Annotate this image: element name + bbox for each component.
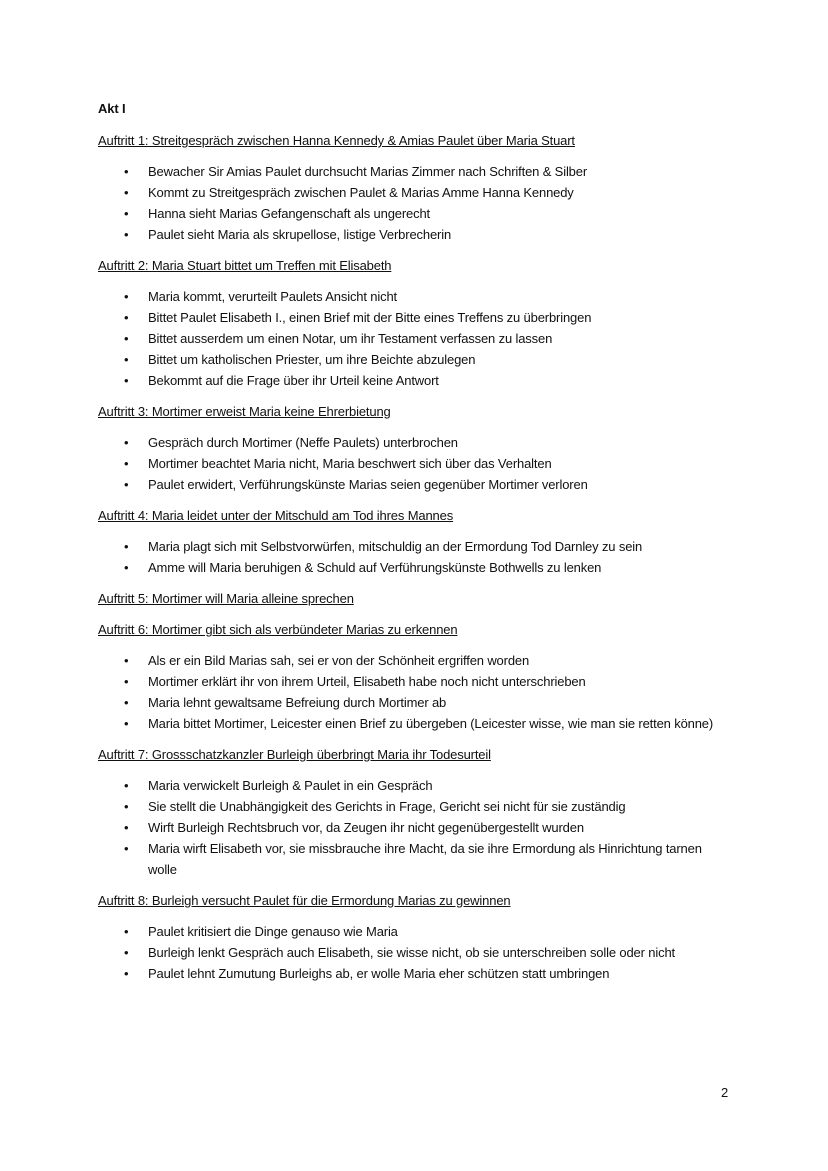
list-item xyxy=(98,817,730,838)
list-item-text: Kommt zu Streitgespräch zwischen Paulet & Marias Amme Hanna Kennedy xyxy=(148,185,574,200)
bullet-icon: • xyxy=(124,924,129,939)
bullet-list xyxy=(98,650,738,734)
bullet-icon: • xyxy=(124,227,129,242)
bullet-icon: • xyxy=(124,331,129,346)
list-item-text: Bekommt auf die Frage über ihr Urteil keine Antwort xyxy=(148,373,439,388)
list-item-text: Maria plagt sich mit Selbstvorwürfen, mitschuldig an der Ermordung Tod Darnley zu sein xyxy=(148,539,643,554)
list-item-text: Bittet um katholischen Priester, um ihre Beichte abzulegen xyxy=(148,352,476,367)
scene-section xyxy=(98,744,738,880)
list-item-text: Amme will Maria beruhigen & Schuld auf Verführungskünste Bothwells zu lenken xyxy=(148,560,602,575)
list-item-text: Maria lehnt gewaltsame Befreiung durch Mortimer ab xyxy=(148,695,447,710)
list-item xyxy=(98,307,730,328)
list-item-text: Mortimer beachtet Maria nicht, Maria beschwert sich über das Verhalten xyxy=(148,456,552,471)
list-item xyxy=(98,161,730,182)
list-item-text: Bittet ausserdem um einen Notar, um ihr Testament verfassen zu lassen xyxy=(148,331,553,346)
scene-heading: Auftritt 1: Streitgespräch zwischen Hanna Kennedy & Amias Paulet über Maria Stuart xyxy=(98,133,575,148)
scene-heading: Auftritt 3: Mortimer erweist Maria keine Ehrerbietung xyxy=(98,404,391,419)
scene-heading: Auftritt 6: Mortimer gibt sich als verbündeter Marias zu erkennen xyxy=(98,622,458,637)
list-item-text: Maria verwickelt Burleigh & Paulet in ein Gespräch xyxy=(148,778,433,793)
list-item-text: Als er ein Bild Marias sah, sei er von der Schönheit ergriffen worden xyxy=(148,653,530,668)
bullet-icon: • xyxy=(124,945,129,960)
scene-heading: Auftritt 4: Maria leidet unter der Mitschuld am Tod ihres Mannes xyxy=(98,508,454,523)
list-item xyxy=(98,182,730,203)
bullet-icon: • xyxy=(124,716,129,731)
bullet-icon: • xyxy=(124,456,129,471)
bullet-icon: • xyxy=(124,185,129,200)
list-item-text: Maria wirft Elisabeth vor, sie missbrauche ihre Macht, da sie ihre Ermordung als Hinrichtung tarnen wolle xyxy=(148,841,702,877)
bullet-icon: • xyxy=(124,841,129,856)
scene-list xyxy=(98,130,738,984)
list-item-text: Paulet kritisiert die Dinge genauso wie Maria xyxy=(148,924,398,939)
scene-section xyxy=(98,255,738,391)
list-item-text: Paulet erwidert, Verführungskünste Marias seien gegenüber Mortimer verloren xyxy=(148,477,588,492)
bullet-list xyxy=(98,921,738,984)
bullet-icon: • xyxy=(124,799,129,814)
list-item xyxy=(98,671,730,692)
list-item-text: Burleigh lenkt Gespräch auch Elisabeth, sie wisse nicht, ob sie unterschreiben solle oder nicht xyxy=(148,945,675,960)
list-item-text: Paulet sieht Maria als skrupellose, listige Verbrecherin xyxy=(148,227,452,242)
list-item-text: Paulet lehnt Zumutung Burleighs ab, er wolle Maria eher schützen statt umbringen xyxy=(148,966,610,981)
list-item xyxy=(98,370,730,391)
list-item xyxy=(98,453,730,474)
page-number: 2 xyxy=(721,1085,729,1100)
bullet-icon: • xyxy=(124,820,129,835)
list-item xyxy=(98,713,730,734)
list-item-text: Maria bittet Mortimer, Leicester einen Brief zu übergeben (Leicester wisse, wie man sie retten könne) xyxy=(148,716,714,731)
bullet-icon: • xyxy=(124,164,129,179)
list-item xyxy=(98,536,730,557)
bullet-icon: • xyxy=(124,695,129,710)
bullet-icon: • xyxy=(124,560,129,575)
list-item xyxy=(98,796,730,817)
scene-section xyxy=(98,890,738,984)
scene-heading: Auftritt 5: Mortimer will Maria alleine sprechen xyxy=(98,591,354,606)
bullet-icon: • xyxy=(124,539,129,554)
bullet-list xyxy=(98,536,738,578)
scene-section xyxy=(98,619,738,734)
list-item-text: Maria kommt, verurteilt Paulets Ansicht nicht xyxy=(148,289,398,304)
bullet-icon: • xyxy=(124,778,129,793)
list-item xyxy=(98,921,730,942)
list-item xyxy=(98,775,730,796)
list-item xyxy=(98,328,730,349)
list-item-text: Bittet Paulet Elisabeth I., einen Brief mit der Bitte eines Treffens zu überbringen xyxy=(148,310,592,325)
list-item xyxy=(98,942,730,963)
list-item-text: Hanna sieht Marias Gefangenschaft als ungerecht xyxy=(148,206,431,221)
scene-heading: Auftritt 8: Burleigh versucht Paulet für die Ermordung Marias zu gewinnen xyxy=(98,893,511,908)
scene-heading: Auftritt 7: Grossschatzkanzler Burleigh überbringt Maria ihr Todesurteil xyxy=(98,747,491,762)
act-heading: Akt I xyxy=(98,101,126,116)
bullet-list xyxy=(98,286,738,391)
list-item xyxy=(98,692,730,713)
list-item xyxy=(98,432,730,453)
bullet-list xyxy=(98,775,738,880)
list-item-text: Mortimer erklärt ihr von ihrem Urteil, Elisabeth habe noch nicht unterschrieben xyxy=(148,674,586,689)
document-page xyxy=(98,98,738,994)
scene-section xyxy=(98,588,738,609)
bullet-icon: • xyxy=(124,435,129,450)
list-item xyxy=(98,963,730,984)
list-item xyxy=(98,650,730,671)
bullet-icon: • xyxy=(124,653,129,668)
list-item xyxy=(98,203,730,224)
scene-section xyxy=(98,401,738,495)
list-item xyxy=(98,474,730,495)
list-item-text: Sie stellt die Unabhängigkeit des Gerichts in Frage, Gericht sei nicht für sie zuständig xyxy=(148,799,626,814)
list-item xyxy=(98,349,730,370)
list-item xyxy=(98,224,730,245)
list-item-text: Wirft Burleigh Rechtsbruch vor, da Zeugen ihr nicht gegenübergestellt wurden xyxy=(148,820,584,835)
bullet-icon: • xyxy=(124,352,129,367)
list-item-text: Bewacher Sir Amias Paulet durchsucht Marias Zimmer nach Schriften & Silber xyxy=(148,164,588,179)
list-item xyxy=(98,557,730,578)
bullet-icon: • xyxy=(124,477,129,492)
bullet-list xyxy=(98,161,738,245)
bullet-icon: • xyxy=(124,373,129,388)
list-item-text: Gespräch durch Mortimer (Neffe Paulets) unterbrochen xyxy=(148,435,458,450)
list-item xyxy=(98,286,730,307)
bullet-icon: • xyxy=(124,966,129,981)
scene-heading: Auftritt 2: Maria Stuart bittet um Treffen mit Elisabeth xyxy=(98,258,392,273)
bullet-icon: • xyxy=(124,674,129,689)
bullet-icon: • xyxy=(124,289,129,304)
bullet-list xyxy=(98,432,738,495)
scene-section xyxy=(98,505,738,578)
scene-section xyxy=(98,130,738,245)
list-item xyxy=(98,838,730,880)
bullet-icon: • xyxy=(124,206,129,221)
bullet-icon: • xyxy=(124,310,129,325)
